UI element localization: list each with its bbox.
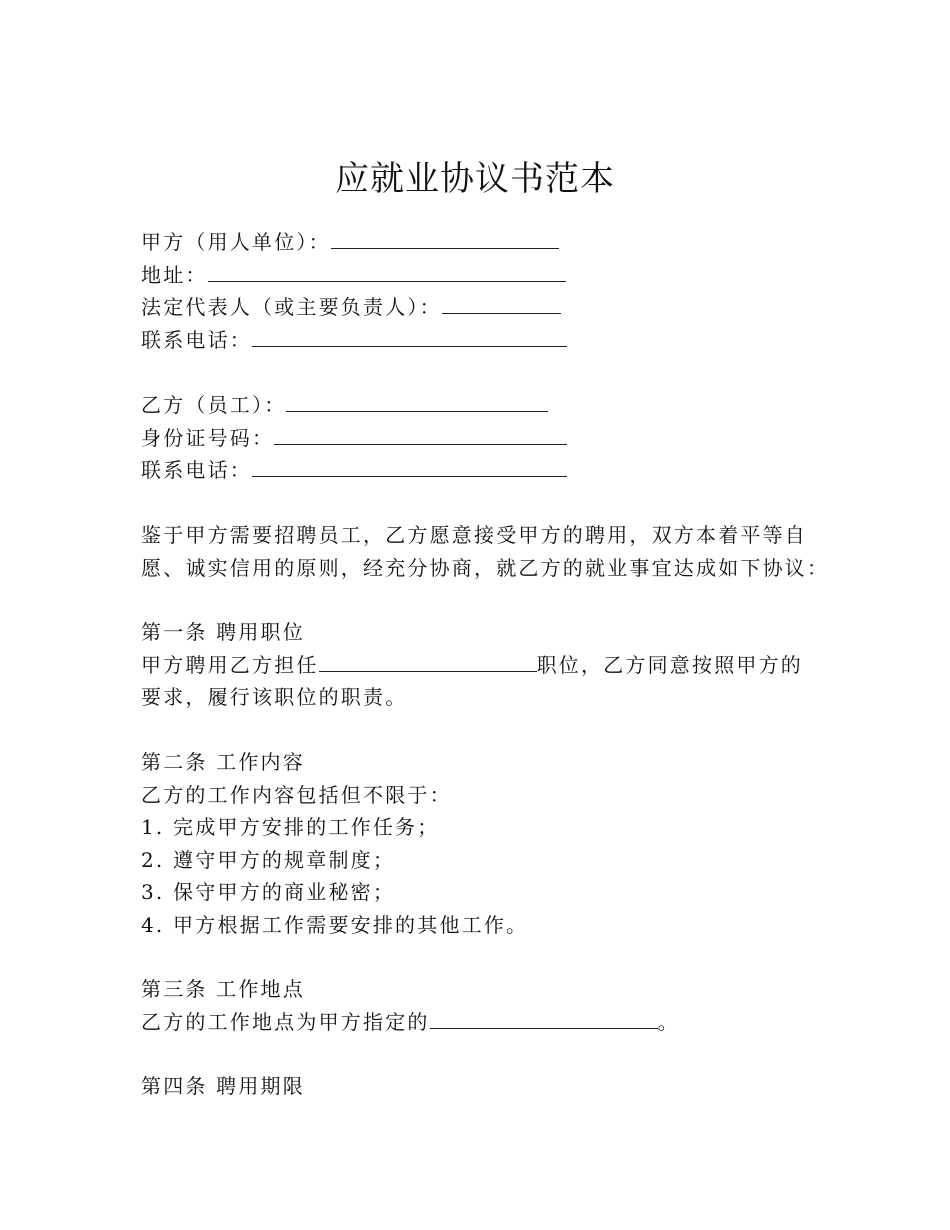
article-1-prefix: 甲方聘用乙方担任	[141, 652, 319, 677]
list-item: 3. 保守甲方的商业秘密；	[141, 880, 396, 904]
list-item: 1. 完成甲方安排的工作任务；	[141, 815, 440, 839]
party-b-name-line	[141, 389, 841, 422]
article-2-section	[141, 746, 841, 941]
party-a-phone-line	[141, 324, 841, 357]
party-b-section	[141, 389, 841, 487]
article-3-section	[141, 973, 841, 1038]
article-2-intro: 乙方的工作内容包括但不限于：	[141, 782, 452, 807]
party-a-name-label: 甲方（用人单位）：	[141, 230, 331, 254]
article-1-line-2: 要求，履行该职位的职责。	[141, 685, 408, 709]
party-a-phone-blank[interactable]	[252, 324, 567, 347]
party-a-address-blank[interactable]	[208, 259, 566, 282]
article-3-line	[141, 1006, 841, 1039]
article-1-suffix: 职位，乙方同意按照甲方的	[536, 652, 804, 677]
article-3-suffix: 。	[657, 1009, 680, 1034]
preamble-line-2: 愿、诚实信用的原则，经充分协商，就乙方的就业事宜达成如下协议：	[141, 555, 830, 580]
party-a-section	[141, 226, 841, 356]
party-a-name-blank[interactable]	[331, 226, 559, 249]
position-blank[interactable]	[319, 649, 537, 672]
preamble-line-1: 鉴于甲方需要招聘员工，乙方愿意接受甲方的聘用，双方本着平等自	[141, 523, 807, 547]
party-a-rep-blank[interactable]	[442, 291, 561, 314]
article-1-line-1	[141, 649, 841, 682]
party-b-name-label: 乙方（员工）：	[141, 393, 287, 417]
party-a-address-label: 地址：	[141, 262, 208, 287]
article-3-heading: 第三条 工作地点	[141, 977, 305, 1001]
list-item: 2. 遵守甲方的规章制度；	[141, 847, 396, 872]
party-a-rep-label: 法定代表人（或主要负责人）：	[141, 295, 442, 319]
party-a-address-line	[141, 259, 841, 292]
party-a-phone-label: 联系电话：	[141, 327, 252, 352]
party-a-name-line	[141, 226, 841, 259]
party-b-id-blank[interactable]	[274, 422, 567, 445]
article-2-heading: 第二条 工作内容	[141, 750, 305, 774]
article-1-heading: 第一条 聘用职位	[141, 620, 305, 644]
party-b-phone-label: 联系电话：	[141, 458, 252, 482]
work-location-blank[interactable]	[430, 1006, 658, 1029]
article-1-section	[141, 616, 841, 714]
list-item: 4. 甲方根据工作需要安排的其他工作。	[141, 912, 529, 937]
party-b-id-label: 身份证号码：	[141, 425, 275, 450]
article-4-heading: 第四条 聘用期限	[141, 1074, 305, 1098]
article-3-prefix: 乙方的工作地点为甲方指定的	[141, 1009, 430, 1034]
preamble-section	[141, 519, 841, 584]
party-b-phone-blank[interactable]	[252, 454, 567, 477]
party-b-id-line	[141, 422, 841, 455]
document-title: 应就业协议书范本	[335, 158, 615, 199]
party-b-phone-line	[141, 454, 841, 487]
party-b-name-blank[interactable]	[286, 389, 548, 412]
party-a-rep-line	[141, 291, 841, 324]
article-4-section	[141, 1070, 841, 1103]
